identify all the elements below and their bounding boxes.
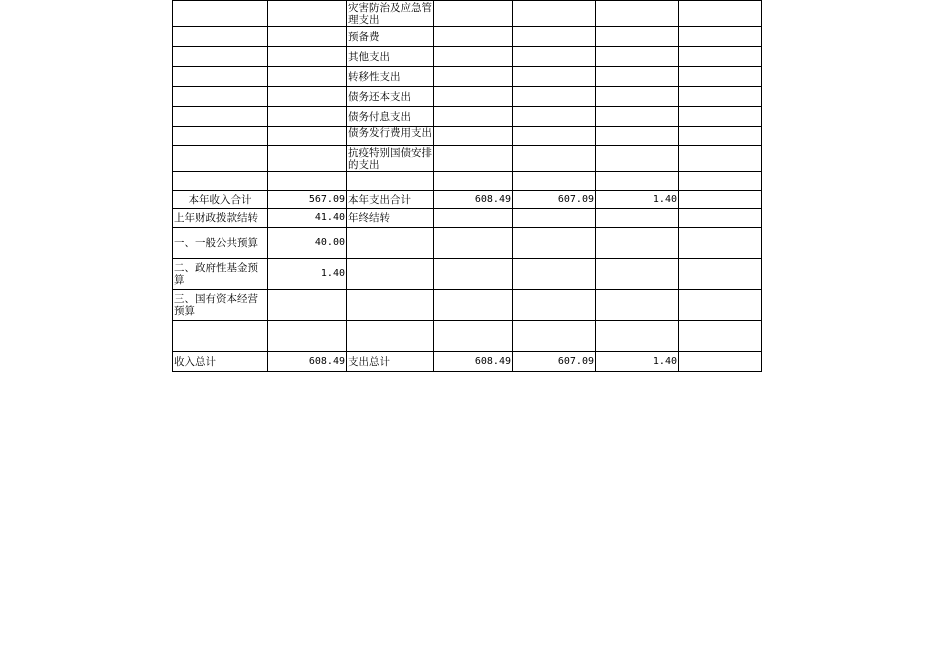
carryover-label: 上年财政拨款结转 [173, 209, 268, 228]
state-capital-label: 三、国有资本经营预算 [173, 290, 268, 321]
carryover-amount: 41.40 [268, 209, 347, 228]
table-row [173, 259, 762, 290]
table-row [173, 290, 762, 321]
table-row [173, 87, 762, 107]
year-expense-col2: 607.09 [513, 191, 596, 209]
year-income-label: 本年收入合计 [173, 191, 268, 209]
year-end-carryover-label: 年终结转 [347, 209, 434, 228]
table-row [173, 47, 762, 67]
expense-item: 抗疫特别国债安排的支出 [348, 146, 432, 171]
expense-total-amount: 608.49 [434, 352, 513, 372]
expense-item: 灾害防治及应急管理支出 [348, 1, 432, 26]
table-row [173, 191, 762, 209]
table-row [173, 209, 762, 228]
table-row [173, 127, 762, 146]
gov-fund-amount: 1.40 [268, 259, 347, 290]
expense-item: 其他支出 [347, 47, 434, 67]
expense-item: 预备费 [347, 27, 434, 47]
expense-item: 债务还本支出 [347, 87, 434, 107]
table-row [173, 172, 762, 191]
expense-total-col3: 1.40 [596, 352, 679, 372]
grand-total-amount: 608.49 [268, 352, 347, 372]
budget-table [172, 0, 762, 372]
general-budget-amount: 40.00 [268, 228, 347, 259]
expense-item: 转移性支出 [347, 67, 434, 87]
expense-item: 债务付息支出 [347, 107, 434, 127]
table-row [173, 67, 762, 87]
expense-total-label: 支出总计 [347, 352, 434, 372]
table-row [173, 107, 762, 127]
table-row [173, 27, 762, 47]
expense-item: 债务发行费用支出 [347, 127, 434, 146]
gov-fund-label: 二、政府性基金预算 [173, 259, 268, 290]
year-expense-total: 608.49 [434, 191, 513, 209]
general-budget-label: 一、一般公共预算 [173, 228, 268, 259]
grand-total-label: 收入总计 [173, 352, 268, 372]
table-row [173, 228, 762, 259]
year-expense-label: 本年支出合计 [347, 191, 434, 209]
table-row [173, 1, 762, 27]
year-expense-col3: 1.40 [596, 191, 679, 209]
year-income-amount: 567.09 [268, 191, 347, 209]
expense-total-col2: 607.09 [513, 352, 596, 372]
table-row [173, 146, 762, 172]
table-row [173, 321, 762, 352]
table-row [173, 352, 762, 372]
